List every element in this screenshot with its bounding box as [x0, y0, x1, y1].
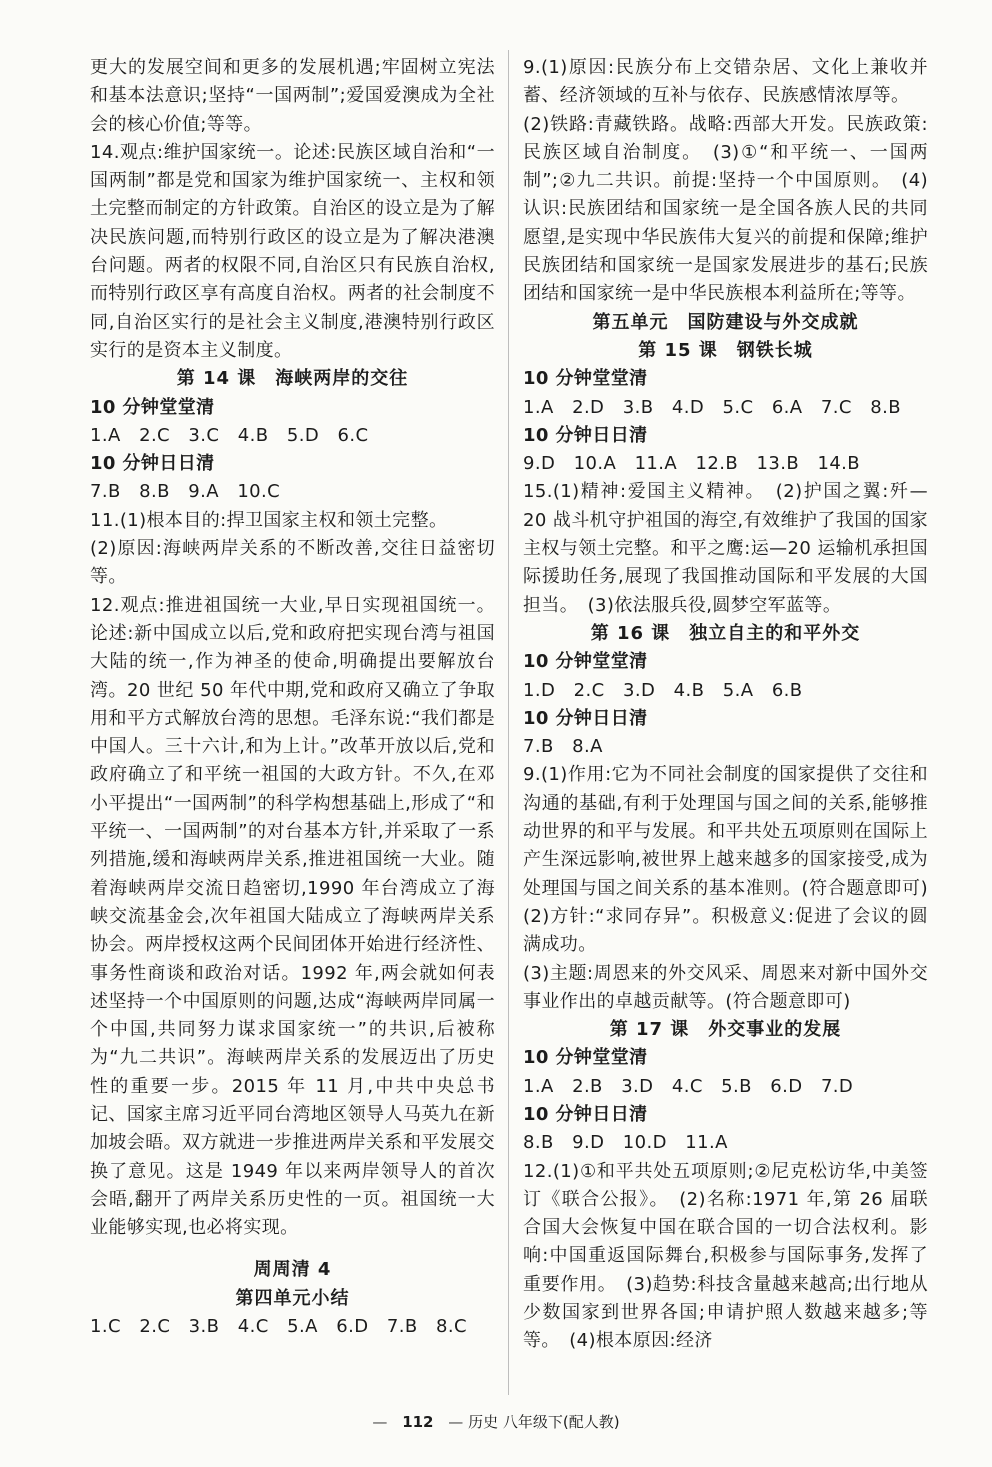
answer-line: 9.D 10.A 11.A 12.B 13.B 14.B — [523, 453, 861, 475]
subsection-label: 10 分钟日日清 — [523, 1103, 648, 1125]
answer-line: 7.B 8.A — [523, 736, 603, 758]
paragraph: (3)主题:周恩来的外交风采、周恩来对新中国外交事业作出的卓越贡献等。(符合题意即可) — [523, 962, 928, 1012]
right-column — [523, 54, 947, 1356]
paragraph: 12.(1)①和平共处五项原则;②尼克松访华,中美签订《联合公报》。 (2)名称:1971 年,第 26 届联合国大会恢复中国在联合国的一切合法权利。影响:中国重返国际舞台,积极参与国际事务,发挥了重要作用。 (3)趋势:科技含量越来越高;出行地从少数国家到世界各国;申请护照人数越来越多;等等。 (4)根本原因:经济 — [523, 1160, 928, 1352]
section-heading: 第 16 课 独立自主的和平外交 — [590, 622, 861, 644]
paragraph: 更大的发展空间和更多的发展机遇;牢固树立宪法和基本法意识;坚持“一国两制”;爱国爱澳成为全社会的核心价值;等等。 — [90, 57, 495, 135]
paragraph: 11.(1)根本目的:捍卫国家主权和领土完整。 — [90, 509, 448, 531]
answer-line: 1.A 2.B 3.D 4.C 5.B 6.D 7.D — [523, 1075, 854, 1097]
section-heading: 第 15 课 钢铁长城 — [638, 339, 813, 361]
answer-line: 1.D 2.C 3.D 4.B 5.A 6.B — [523, 679, 803, 701]
column-divider — [508, 50, 509, 1395]
spacer — [90, 1242, 495, 1256]
answer-line: 1.C 2.C 3.B 4.C 5.A 6.D 7.B 8.C — [90, 1316, 467, 1338]
page-number: 112 — [402, 1413, 434, 1431]
answer-line: 7.B 8.B 9.A 10.C — [90, 481, 281, 503]
paragraph: (2)铁路:青藏铁路。战略:西部大开发。民族政策:民族区域自治制度。 (3)①“和平统一、一国两制”;②九二共识。前提:坚持一个中国原则。 (4)认识:民族团结和国家统一是全国各族人民的共同愿望,是实现中华民族伟大复兴的前提和保障;维护民族团结和国家统一是国家发展进步的基石;民族团结和国家统一是中华民族根本利益所在;等等。 — [523, 113, 928, 305]
paragraph: 14.观点:维护国家统一。论述:民族区域自治和“一国两制”都是党和国家为维护国家统一、主权和领土完整而制定的方针政策。自治区的设立是为了解决民族问题,而特别行政区的设立是为了解决港澳台问题。两者的权限不同,自治区只有民族自治权,而特别行政区享有高度自治权。两者的社会制度不同,自治区实行的是社会主义制度,港澳特别行政区实行的是资本主义制度。 — [90, 141, 495, 361]
section-heading: 周周清 4 — [253, 1259, 332, 1281]
page-footer: — 112 — 历史 八年级下(配人教) — [372, 1413, 620, 1431]
answer-line: 1.A 2.D 3.B 4.D 5.C 6.A 7.C 8.B — [523, 396, 901, 418]
subsection-label: 10 分钟日日清 — [523, 424, 648, 446]
paragraph: 9.(1)作用:它为不同社会制度的国家提供了交往和沟通的基础,有利于处理国与国之间的关系,能够推动世界的和平与发展。和平共处五项原则在国际上产生深远影响,被世界上越来越多的国家接受,成为处理国与国之间关系的基本准则。(符合题意即可) (2)方针:“求同存异”。积极意义:促进了会议的圆满成功。 — [523, 764, 947, 956]
footer-grade: 八年级下(配人教) — [502, 1413, 620, 1431]
answer-line: 8.B 9.D 10.D 11.A — [523, 1132, 728, 1154]
subsection-label: 10 分钟日日清 — [90, 453, 215, 475]
subsection-label: 10 分钟堂堂清 — [523, 368, 648, 390]
subsection-label: 10 分钟日日清 — [523, 707, 648, 729]
left-column — [90, 54, 495, 1341]
paragraph: 15.(1)精神:爱国主义精神。 (2)护国之翼:歼—20 战斗机守护祖国的海空,有效维护了我国的国家主权与领土完整。和平之鹰:运—20 运输机承担国际援助任务,展现了我国推动国际和平发展的大国担当。 (3)依法服兵役,圆梦空军蓝等。 — [523, 481, 928, 616]
subsection-label: 10 分钟堂堂清 — [523, 651, 648, 673]
answer-line: 1.A 2.C 3.C 4.B 5.D 6.C — [90, 424, 369, 446]
subsection-label: 10 分钟堂堂清 — [523, 1047, 648, 1069]
section-heading: 第四单元小结 — [235, 1287, 350, 1309]
footer-subject: 历史 — [468, 1413, 499, 1431]
section-heading: 第五单元 国防建设与外交成就 — [592, 311, 859, 333]
subsection-label: 10 分钟堂堂清 — [90, 396, 215, 418]
paragraph: (2)原因:海峡两岸关系的不断改善,交往日益密切等。 — [90, 538, 495, 588]
section-heading: 第 17 课 外交事业的发展 — [609, 1019, 842, 1041]
section-heading: 第 14 课 海峡两岸的交往 — [176, 368, 409, 390]
paragraph: 9.(1)原因:民族分布上交错杂居、文化上兼收并蓄、经济领域的互补与依存、民族感情浓厚等。 — [523, 57, 928, 107]
paragraph: 12.观点:推进祖国统一大业,早日实现祖国统一。论述:新中国成立以后,党和政府把实现台湾与祖国大陆的统一,作为神圣的使命,明确提出要解放台湾。20 世纪 50 年代中期,党和政府又确立了争取用和平方式解放台湾的思想。毛泽东说:“我们都是中国人。三十六计,和为上计。”改革开放以后,党和政府确立了和平统一祖国的大政方针。不久,在邓小平提出“一国两制”的科学构想基础上,形成了“和平统一、一国两制”的对台基本方针,并采取了一系列措施,缓和海峡两岸关系,推进祖国统一大业。随着海峡两岸交流日趋密切,1990 年台湾成立了海峡交流基金会,次年祖国大陆成立了海峡两岸关系协会。两岸授权这两个民间团体开始进行经济性、事务性商谈和政治对话。1992 年,两会就如何表述坚持一个中国原则的问题,达成“海峡两岸同属一个中国,共同努力谋求国家统一”的共识,后被称为“九二共识”。海峡两岸关系的发展迈出了历史性的重要一步。2015 年 11 月,中共中央总书记、国家主席习近平同台湾地区领导人马英九在新加坡会晤。双方就进一步推进两岸关系和平发展交换了意见。这是 1949 年以来两岸领导人的首次会晤,翻开了两岸关系历史性的一页。祖国统一大业能够实现,也必将实现。 — [90, 594, 495, 1239]
